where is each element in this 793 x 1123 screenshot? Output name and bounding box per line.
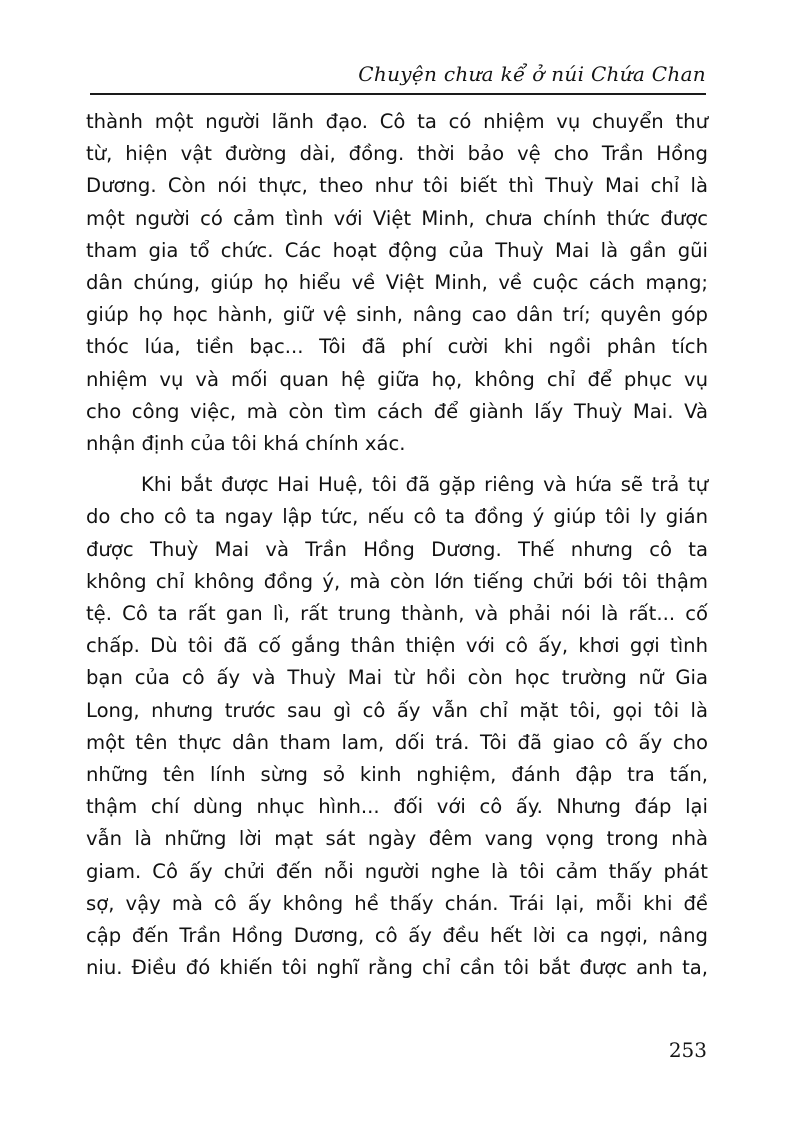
text-line: do cho cô ta ngay lập tức, nếu cô ta đồng ý giúp tôi ly gián — [86, 505, 708, 529]
text-line: Dương. Còn nói thực, theo như tôi biết thì Thuỳ Mai chỉ là — [86, 174, 708, 198]
body-text — [86, 106, 708, 984]
text-line: Khi bắt được Hai Huệ, tôi đã gặp riêng và hứa sẽ trả tự — [141, 473, 708, 497]
text-line: giúp họ học hành, giữ vệ sinh, nâng cao dân trí; quyên góp — [86, 303, 708, 327]
running-title: Chuyện chưa kể ở núi Chứa Chan — [358, 62, 706, 86]
text-line: một người có cảm tình với Việt Minh, chưa chính thức được — [86, 206, 708, 230]
text-line: cập đến Trần Hồng Dương, cô ấy đều hết lời ca ngợi, nâng — [86, 924, 708, 948]
paragraph-2 — [86, 469, 708, 984]
text-line: giam. Cô ấy chửi đến nỗi người nghe là tôi cảm thấy phát — [86, 859, 708, 883]
text-line: một tên thực dân tham lam, dối trá. Tôi đã giao cô ấy cho — [86, 730, 708, 754]
text-line: sợ, vậy mà cô ấy không hề thấy chán. Trái lại, mỗi khi đề — [86, 891, 708, 915]
text-line: cho công việc, mà còn tìm cách để giành lấy Thuỳ Mai. Và — [86, 399, 708, 423]
page-number: 253 — [668, 1038, 707, 1062]
text-line: niu. Điều đó khiến tôi nghĩ rằng chỉ cần tôi bắt được anh ta, — [86, 956, 708, 980]
text-line: nhận định của tôi khá chính xác. — [86, 432, 406, 456]
text-line: dân chúng, giúp họ hiểu về Việt Minh, về cuộc cách mạng; — [86, 271, 708, 295]
header-rule — [90, 93, 706, 95]
text-line: không chỉ không đồng ý, mà còn lớn tiếng chửi bới tôi thậm — [86, 569, 708, 593]
text-line: tham gia tổ chức. Các hoạt động của Thuỳ Mai là gần gũi — [86, 238, 708, 262]
text-line: nhiệm vụ và mối quan hệ giữa họ, không chỉ để phục vụ — [86, 367, 708, 391]
text-line: chấp. Dù tôi đã cố gắng thân thiện với cô ấy, khơi gợi tình — [86, 634, 708, 658]
text-line: Long, nhưng trước sau gì cô ấy vẫn chỉ mặt tôi, gọi tôi là — [86, 698, 708, 722]
text-line: thậm chí dùng nhục hình... đối với cô ấy. Nhưng đáp lại — [86, 795, 708, 819]
text-line: bạn của cô ấy và Thuỳ Mai từ hồi còn học trường nữ Gia — [86, 666, 708, 690]
paragraph-1 — [86, 106, 708, 460]
text-line: từ, hiện vật đường dài, đồng. thời bảo vệ cho Trần Hồng — [86, 142, 708, 166]
text-line: tệ. Cô ta rất gan lì, rất trung thành, và phải nói là rất... cố — [86, 602, 708, 626]
text-line: được Thuỳ Mai và Trần Hồng Dương. Thế nhưng cô ta — [86, 537, 708, 561]
paragraph-gap — [86, 460, 708, 469]
text-line: vẫn là những lời mạt sát ngày đêm vang vọng trong nhà — [86, 827, 708, 851]
text-line: thành một người lãnh đạo. Cô ta có nhiệm vụ chuyển thư — [86, 110, 708, 133]
text-line: thóc lúa, tiền bạc... Tôi đã phí cười khi ngồi phân tích — [86, 335, 708, 359]
text-line: những tên lính sừng sỏ kinh nghiệm, đánh đập tra tấn, — [86, 763, 708, 787]
